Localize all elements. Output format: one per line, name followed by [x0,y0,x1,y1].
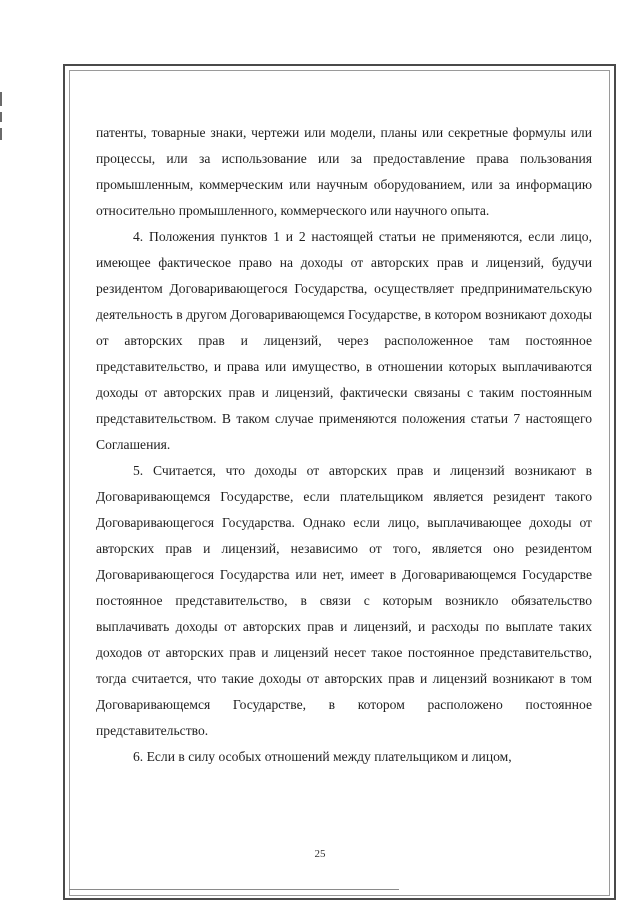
document-body [96,120,592,770]
paragraph-item-5: 5. Считается, что доходы от авторских прав и лицензий возникают в Договаривающемся Государстве, если плательщиком является резидент такого Договаривающегося Государства. Однако если лицо, выплачивающее доходы от авторских прав и лицензий, независимо от того, является оно резидентом Договаривающегося Государства или нет, имеет в Договаривающемся Государстве постоянное представительство, в связи с которым возникло обязательство выплачивать доходы от авторских прав и лицензий, и расходы по выплате таких доходов от авторских прав и лицензий несет такое постоянное представительство, тогда считается, что такие доходы от авторских прав и лицензий возникают в том Договаривающемся Государстве, в котором расположено постоянное представительство. [96,463,592,738]
paragraph-item-6: 6. Если в силу особых отношений между плательщиком и лицом, [133,749,512,764]
paragraph-item-4: 4. Положения пунктов 1 и 2 настоящей статьи не применяются, если лицо, имеющее фактическое право на доходы от авторских прав и лицензий, будучи резидентом Договаривающегося Государства, осуществляет предпринимательскую деятельность в другом Договаривающемся Государстве, в котором возникают доходы от авторских прав и лицензий, через расположенное там постоянное представительство, и права или имущество, в отношении которых выплачиваются доходы от авторских прав и лицензий, фактически связаны с таким постоянным представительством. В таком случае применяются положения статьи 7 настоящего Соглашения. [96,229,592,452]
page-number: 25 [314,848,326,860]
scan-edge-marks [0,92,3,142]
bottom-rule [69,889,399,890]
paragraph-continuation: патенты, товарные знаки, чертежи или модели, планы или секретные формулы или процессы, или за использование или за предоставление права пользования промышленным, коммерческим или научным оборудованием, или за информацию относительно промышленного, коммерческого или научного опыта. [96,125,592,218]
